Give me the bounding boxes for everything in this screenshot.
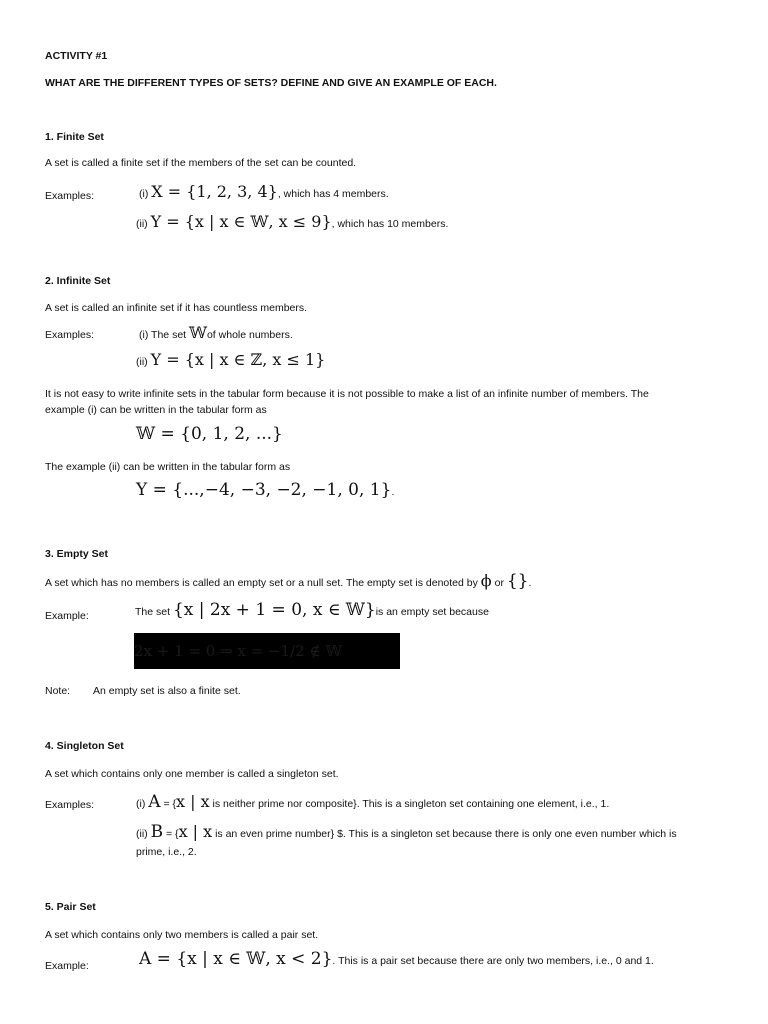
finite-ex2-text: , which has 10 members. xyxy=(331,218,449,230)
tabular-form-1 xyxy=(136,424,283,444)
tabular-form-2-end: . xyxy=(391,486,395,498)
redacted-equation: 2x + 1 = 0 ⇒ x = −1/2 ∉ 𝕎 xyxy=(134,642,343,660)
infinite-ex2-label: (ii) xyxy=(136,356,148,368)
empty-definition-text: A set which has no members is called an empty set or a null set. The empty set is denoted by xyxy=(45,577,481,589)
infinite-paragraph-2: The example (ii) can be written in the tabular form as xyxy=(45,461,291,473)
infinite-paragraph-line-1: It is not easy to write infinite sets in the tabular form because it is not possible to make a list of an infinite number of members. The xyxy=(45,388,649,400)
finite-ex1-math: X = {1, 2, 3, 4} xyxy=(151,182,278,201)
finite-set-heading: 1. Finite Set xyxy=(45,131,104,143)
infinite-example-2 xyxy=(136,350,326,369)
infinite-paragraph-line-2: example (i) can be written in the tabular form as xyxy=(45,404,267,416)
infinite-ex1-math: 𝕎 xyxy=(189,323,207,342)
pair-ex-text: . This is a pair set because there are only two members, i.e., 0 and 1. xyxy=(332,955,654,967)
singleton-ex2-continued: prime, i.e., 2. xyxy=(136,846,197,858)
redacted-equation-box xyxy=(134,633,400,669)
infinite-examples-label: Examples: xyxy=(45,329,95,341)
empty-braces-symbol: {} xyxy=(506,571,529,591)
question-heading: WHAT ARE THE DIFFERENT TYPES OF SETS? DEFINE AND GIVE AN EXAMPLE OF EACH. xyxy=(45,77,497,89)
infinite-ex1-text-a: (i) The set xyxy=(139,329,189,341)
empty-set-heading: 3. Empty Set xyxy=(45,548,109,560)
singleton-ex2-label: (ii) xyxy=(136,828,151,840)
finite-ex2-label: (ii) xyxy=(136,218,148,230)
infinite-set-heading: 2. Infinite Set xyxy=(45,275,111,287)
infinite-ex1-text-b: of whole numbers. xyxy=(206,329,293,341)
note-text: An empty set is also a finite set. xyxy=(93,685,241,697)
finite-ex1-text: , which has 4 members. xyxy=(277,188,389,200)
empty-set-definition xyxy=(45,571,532,591)
activity-title: ACTIVITY #1 xyxy=(45,50,108,62)
tabular-form-2-math: Y = {...,−4, −3, −2, −1, 0, 1} xyxy=(136,480,392,500)
empty-ex-text-a: The set xyxy=(135,606,173,618)
phi-symbol: ϕ xyxy=(480,571,492,590)
empty-definition-end: . xyxy=(528,577,532,589)
empty-ex-math: {x | 2x + 1 = 0, x ∈ 𝕎} xyxy=(172,600,376,620)
singleton-ex2-var: B xyxy=(150,822,164,842)
empty-example xyxy=(135,600,489,620)
finite-examples-label: Examples: xyxy=(45,190,95,202)
singleton-set-heading: 4. Singleton Set xyxy=(45,740,124,752)
infinite-set-definition: A set is called an infinite set if it has countless members. xyxy=(45,302,308,314)
note-label: Note: xyxy=(45,685,71,697)
finite-ex2-math: Y = {x | x ∈ 𝕎, x ≤ 9} xyxy=(150,212,332,231)
finite-ex1-label: (i) xyxy=(139,188,149,200)
infinite-ex2-math: Y = {x | x ∈ ℤ, x ≤ 1} xyxy=(150,350,326,369)
tabular-form-2 xyxy=(136,480,395,500)
finite-example-1 xyxy=(139,182,389,201)
singleton-example-2 xyxy=(136,822,677,842)
singleton-ex2-eq: = { xyxy=(163,828,179,840)
empty-or-text: or xyxy=(491,577,507,589)
singleton-ex2-text: is an even prime number} $. This is a singleton set because there is only one even number which is xyxy=(212,828,677,840)
singleton-example-1 xyxy=(136,792,610,812)
singleton-ex1-label: (i) xyxy=(136,798,149,810)
singleton-set-definition: A set which contains only one member is called a singleton set. xyxy=(45,768,339,780)
singleton-ex2-math: x | x xyxy=(178,822,213,841)
singleton-ex1-var: A xyxy=(148,792,161,812)
pair-set-heading: 5. Pair Set xyxy=(45,901,96,913)
pair-ex-math: A = {x | x ∈ 𝕎, x < 2} xyxy=(139,949,333,969)
tabular-form-1-math: 𝕎 = {0, 1, 2, ...} xyxy=(136,424,283,444)
singleton-ex1-math: x | x xyxy=(176,792,210,811)
empty-example-label: Example: xyxy=(45,610,89,622)
singleton-ex1-text: is neither prime nor composite}. This is a singleton set containing one element, i.e., 1. xyxy=(209,798,610,810)
pair-example-label: Example: xyxy=(45,960,89,972)
infinite-example-1 xyxy=(139,323,293,342)
pair-example xyxy=(139,949,654,969)
singleton-ex1-eq: = { xyxy=(160,798,177,810)
empty-ex-text-b: is an empty set because xyxy=(375,606,489,618)
pair-set-definition: A set which contains only two members is called a pair set. xyxy=(45,929,319,941)
finite-set-definition: A set is called a finite set if the members of the set can be counted. xyxy=(45,157,357,169)
singleton-examples-label: Examples: xyxy=(45,799,95,811)
finite-example-2 xyxy=(136,212,449,231)
